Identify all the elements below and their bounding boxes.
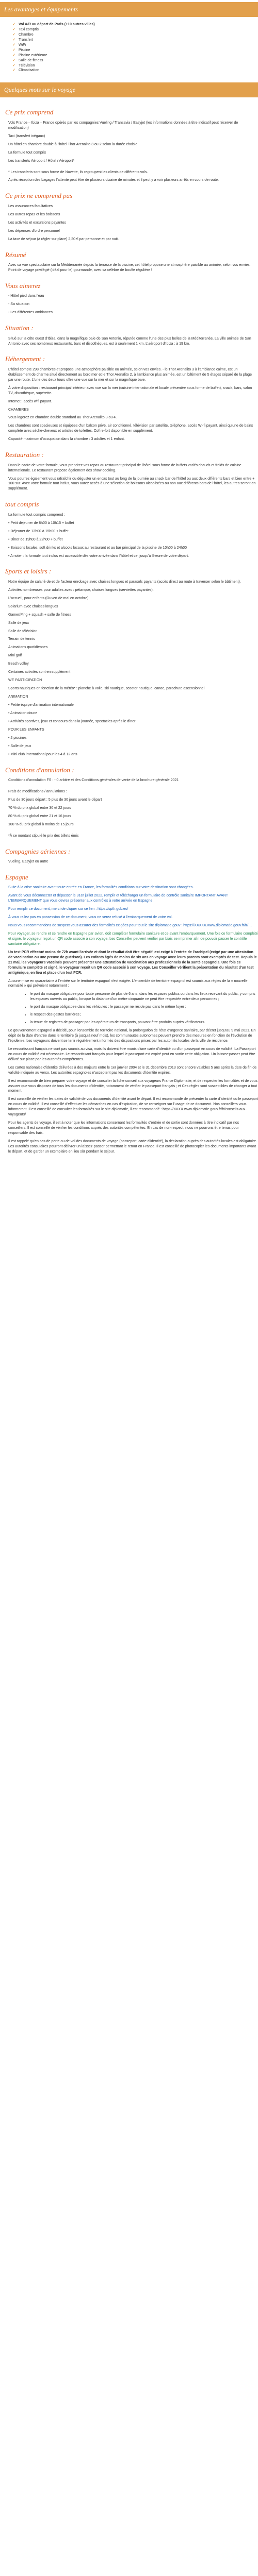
sports-text: Notre équipe de salarié de et de l'acteur enrobage avec chaises longues et parasols payants (accès direct au route à traverser selon le bâtiment). — [8, 580, 241, 584]
prix-note: Après réception des bagages l'attente peut être de plusieurs dizaine de minutes et il peut y a voir plusieurs arrêts en cours de route. — [8, 178, 219, 182]
advantage-item: ✓ Piscine extérieure — [12, 53, 47, 57]
vous-heading: Vous aimerez — [5, 281, 41, 290]
advantage-item: ✓ Télévision — [12, 63, 35, 67]
check-icon: ✓ — [12, 38, 15, 42]
prix-text: La formule tout compris — [8, 150, 46, 155]
esp-list — [8, 992, 258, 1025]
sports-text: Terrain de tennis — [8, 637, 35, 641]
cond-heading: Conditions d'annulation : — [5, 766, 74, 774]
check-icon: ✓ — [12, 43, 15, 47]
sports-text: Animations quotidiennes — [8, 646, 48, 650]
sports-text: Solarium avec chaises longues — [8, 604, 58, 608]
heberg-heading: Hébergement : — [5, 355, 45, 363]
resto-text: Dans le cadre de votre formule, vous prendrez vos repas au restaurant principal de l'hôtel sous forme de buffets variés chauds et froids de cuisine internationale. Le restaurant propose également des show-cooking. — [8, 463, 241, 472]
page — [0, 2, 258, 1155]
check-icon: ✓ — [12, 23, 15, 27]
advantage-item: ✓ Taxi compris — [12, 27, 39, 31]
advantage-item: ✓ Salle de fitness — [12, 58, 43, 62]
sports-subheading: WE PARTICIPATION — [8, 679, 42, 683]
esp-text: Avant de vous déconnecter et dépasser le 31er juillet 2022, remplir et télécharger un formulaire de contrôle sanitaire IMPORTANT AVANT L'EMBARQUEMENT que vous devrez présenter aux contrôles à votre arrivée en Espagne. — [8, 894, 228, 903]
comp-heading: Compagnies aériennes : — [5, 847, 71, 855]
tout-item: • A noter : la formule tout inclus est accessible dès votre arrivée dans l'hôtel et ce, jusqu'à l'heure de votre départ. — [8, 554, 189, 558]
cond-item: 80 % du prix global entre 21 et 16 jours — [8, 814, 71, 818]
esp-list-item: • la tenue de registres de passager par les opérateurs de transports, pouvant être produits auprès vérificateurs. — [30, 1020, 258, 1025]
esp-text: À vous rallez pas en possession de ce document, vous ne serez refusé à l'embarquement de votre vol. — [8, 916, 173, 920]
esp-text: Aucune mise en quarantaine à l'entrée sur le territoire espagnol n'est exigée. L'ensemble de territoire espagnol est soumis aux règles de la « nouvelle normalité » qui prévoient notamment : — [8, 979, 248, 988]
cond-item: 100 % du prix global à moins de 15 jours — [8, 822, 74, 826]
vous-item: - Les différentes ambiances — [8, 311, 53, 315]
heberg-text: L'hôtel compte 298 chambres et propose une atmosphère paisible ou animée, selon vos envies. - le Thor Arenalito 3 à l'ambiance calme, est un établissement de charme situé directement au bord mer et le Thor Arenalito 2, à l'ambiance plus animée, est un bâtiment de 5 étages séparé de la plage par une route. L'une des deux tours offre une vue sur la mer et sur la magnifique baie. — [8, 367, 252, 382]
noprix-heading: Ce prix ne comprend pas — [5, 192, 73, 200]
sports-text: Salle de télévision — [8, 629, 38, 633]
check-icon: ✓ — [12, 53, 15, 57]
noprix-item: Les dépenses d'ordre personnel — [8, 229, 60, 233]
situation-text: Situé sur la côte ouest d'Ibiza, dans la magnifique baie de San Antonio, réputée comme l'une des plus belles de la Méditerranée. La ville animée de San Antonio avec ses nombreux restaurants, bars et discothèques, est à seulement 1 km. L'aéroport d'Ibiza : à 19 km. — [8, 336, 251, 346]
noprix-item: La taxe de séjour (à régler sur place) 2,20 € par personne et par nuit. — [8, 237, 119, 241]
vous-item: - Hôtel pied dans l'eau — [8, 294, 44, 298]
esp-text: Il est conseillé de vérifier les dates de validité de vos documents d'identité avant le départ. Il est recommandé de présenter la carte d'identité ou le passeport en cours de validité. Il est conseillé d'effectuer les démarches en cas d'expiration, de se renseigner sur l'usage de ce document. Nos conseillers vous informeront. Il est conseillé de consulter les formalités sur le site diplomatie, il est recommandé : https://XXXX.www.diplomatie.gouv.fr/fr/conseils-aux-voyageurs/ — [8, 1097, 258, 1117]
cond-item: 70 % du prix global entre 30 et 22 jours — [8, 806, 71, 810]
sports-text: • Salle de jeux — [8, 744, 31, 748]
heberg-text: Les chambres sont spacieuses et équipées d'un balcon privé, air conditionné, télévision par satellite, téléphone, accès Wi-fi payant, ainsi qu'une de bains complète avec sèche-cheveux et articles de toilettes. Coffre-fort disponible en supplément. — [8, 424, 253, 433]
prix-note: * Les transferts sont sous forme de Navette, ils regroupent les clients de différents vols. — [8, 170, 148, 174]
sports-text: • Activités sportives, jeux et concours dans la journée, spectacles après le dîner — [8, 719, 136, 723]
check-icon: ✓ — [12, 27, 15, 31]
sports-subheading: ANIMATION — [8, 695, 28, 699]
comp-text: Vueling, Easyjet ou autre — [8, 859, 49, 863]
tout-item: • Dîner de 19h00 à 22h00 + buffet — [8, 537, 63, 541]
vous-item: - Sa situation — [8, 302, 29, 307]
sports-text: Sports nautiques en fonction de la météo* : planche à voile, ski nautique, scooter nautique, canoë, parachute ascensionnel — [8, 687, 205, 691]
resume-heading: Résumé — [5, 250, 26, 259]
esp-text: Pour les agents de voyage, il est à noter que les informations concernant les formalités d'entrée et de sortie sont données à titre indicatif par nos conseillers. Il est conseillé de vérifier les conditions auprès des autorités compétentes. En cas de non-respect, nous ne pourrons être tenus pour responsable des frais. — [8, 1121, 239, 1135]
esp-text: Pour voyager, se rendre et se rendre en Espagne par avion, doit complèter formulaire sanitaire et ce avant l'embarquement. Une fois ce formulaire complété et signé, le voyageur reçoit un QR code associé à son voyage. Les Conseiller peuvent vérifier par biais se imprimer afin de pouvoir passer le contrôle sanitaire obligatoire. — [8, 932, 258, 946]
esp-list-item: • le respect des gestes barrières ; — [30, 1012, 258, 1018]
heberg-text: À votre disposition : restaurant principal intérieur avec vue sur la mer (cuisine internationale et locale présentée sous forme de buffet), snack, bars, salon TV, discothèque, supérette. — [8, 386, 252, 395]
trip-banner: Quelques mots sur le voyage — [0, 82, 258, 97]
esp-text: Le gouvernement espagnol a décidé, pour l'ensemble de territoire national, la prolongation de l'état d'urgence sanitaire, par décret jusqu'au 9 mai 2021. En dépit de la date d'entrée dans le territoire (à jusqu'à neuf mois), les communautés autonomes peuvent prendre des mesures en fonction de l'évolution de l'épidémie. Les voyageurs doivent se tenir régulièrement informés des dispositions prises par les autorités locales de la ville de résidence. — [8, 1029, 256, 1043]
sports-text: Activités nombreuses pour adultes avec : pétanque, chaises longues (serviettes payantes). — [8, 588, 154, 592]
check-icon: ✓ — [12, 69, 15, 73]
prix-heading: Ce prix comprend — [5, 108, 54, 116]
tout-text: La formule tout compris comprend : — [8, 513, 66, 517]
tout-item: • Boissons locales, soft drinks et alcools locaux au restaurant et au bar principal de la piscine de 10h00 à 24h00 — [8, 546, 187, 550]
heberg-text: Internet : accès wifi payant. — [8, 399, 52, 403]
heberg-text: Vous logerez en chambre double standard au Thor Arenalito 3 ou 4. — [8, 416, 117, 420]
tout-item: • Petit déjeuner de 8h00 à 10h15 + buffet — [8, 521, 74, 525]
sports-heading: Sports et loisirs : — [5, 567, 52, 575]
sports-text: • Mini club international pour les 4 à 12 ans — [8, 752, 77, 756]
sports-text: • 2 piscines — [8, 736, 27, 740]
advantage-item: ✓ Climatisation — [12, 69, 40, 73]
esp-text: Les cartes nationales d'identité délivrées à des majeurs entre le 1er janvier 2004 et le 31 décembre 2013 sont encore valables 5 ans après la date de fin de validité indiquée au verso. Les autorités espagnoles n'acceptent pas les documents d'identité expirés. — [8, 1065, 257, 1075]
advantage-item: ✓ Chambre — [12, 32, 34, 37]
resto-text: Vous pourrez également vous rafraîchir ou déguster un encas tout au long de la journée au snack bar de l'hôtel ou aux deux différents bars et bien entre + 100 sur. Avec votre formule tout inclus, vous aurez accès à une sélection de boissons alcoolisées ou non aux différents bars de l'hôtel, les autres seront en supplément. — [8, 477, 256, 491]
advantage-item: ✓ Transfert — [12, 38, 33, 42]
sports-text: Beach volley — [8, 662, 29, 666]
advantages-list — [5, 22, 258, 73]
sports-text: • Petite équipe d'animation internationale — [8, 703, 74, 707]
esp-list-item: • le port du masque obligatoire dans les véhicules ; le passager ne réside pas dans le même foyer ; — [30, 1005, 258, 1010]
sports-text: Salle de jeux — [8, 621, 29, 625]
esp-text: Le ressortissant français ne sont pas soumis au visa, mais ils doivent être munis d'une carte d'identité ou d'un passeport en cours de validité. La Passeport en cours de validité est nécessaire. Le ressortissant français pour lequel le passeport est expiré peut en sortie cette obligation. Un laissez-passer peut être délivré sur place par les autorités compétentes. — [8, 1047, 256, 1061]
sports-text: Certaines activités sont en supplément — [8, 670, 71, 674]
sports-text: • Animation douce — [8, 711, 38, 715]
esp-list-item: • le port du masque obligatoire pour toute personne de plus de 6 ans, dans les espaces publics ou dans les lieux recevant du public, y compris les espaces ouverts au public, lorsque la distance d'un mètre cinquante ne peut être respectée entre deux personnes ; — [30, 992, 258, 1002]
tout-heading: tout compris — [5, 500, 39, 509]
prix-text: Vols France – Ibiza – France opérés par les compagnies Vueling / Transavia / Easyjet (les informations données à titre indicatif peut réserver de modification) — [8, 121, 238, 130]
trip-content — [0, 97, 258, 1154]
check-icon: ✓ — [12, 63, 15, 67]
resto-heading: Restauration : — [5, 451, 44, 459]
resume-text: Avec sa vue spectaculaire sur la Méditerranée depuis la terrasse de la piscine, cet hôtel propose une atmosphère paisible au animée, selon vos envies. Point de voyage privilégié (idéal pour le) gourmande, avec sa célèbre de bouffe régulière ! — [8, 263, 251, 272]
esp-text: Il est rappelé qu'en cas de perte ou de vol des documents de voyage (passeport, carte d'identité), la déclaration auprès des autorités locales est obligatoire. Les autorités consulaires pourront délivrer un laissez-passer permettant le retour en France. Il est conseillé de photocopier les documents importants avant le départ, et de garder un exemplaire en lieu sûr pendant le séjour. — [8, 1139, 257, 1154]
noprix-item: Les activités et excursions payantes — [8, 221, 67, 225]
heberg-subheading: CHAMBRES — [8, 408, 29, 412]
sports-text: Mini golf — [8, 654, 22, 658]
sports-text: L'accueil, pour enfants (Ouvert de mai en octobre) — [8, 596, 89, 600]
esp-link[interactable]: Nous vous recommandons de suspect vous assurer des formalités exigées pour tout le site diplomatie.gouv : https://XXXXX.www.diplomatie.gouv.fr/fr/… — [8, 924, 252, 928]
noprix-item: Les assurances facultatives — [8, 204, 53, 208]
advantage-item: ✓ WiFi — [12, 43, 26, 47]
noprix-item: Les autres repas et les boissons — [8, 212, 60, 216]
prix-text: Les transferts Aéroport / Hôtel / Aéroport* — [8, 159, 75, 163]
sports-subheading: POUR LES ENFANTS — [8, 727, 44, 732]
cond-text: Frais de modifications / annulations : — [8, 789, 67, 793]
prix-text: Taxi (transfert inégaux) — [8, 134, 45, 138]
esp-heading: Espagne — [5, 873, 28, 881]
sports-text: Gamer/Ping + squash + salle de fitness — [8, 613, 72, 617]
cond-note: *À se montant stipulé le prix des billets émis — [8, 834, 79, 838]
esp-link[interactable]: Pour remplir ce document, merci de cliquer sur ce lien : https://spth.gob.es/ — [8, 907, 128, 911]
cond-item: Plus de 30 jours départ : 5 plus de 30 jours avant le départ — [8, 798, 102, 802]
esp-text: Un test PCR effectué moins de 72h avant l'arrivée et dont le résultat doit être négatif, est exigé à l'entrée de l'archipel (exigé par une attestation de vaccination ou une preuve de guérison). Les enfants âgés de moins de six ans en voyage avec leurs parents sont exemptés de test. Depuis le 21 mai, les voyageurs vaccinés peuvent présenter une attestation de vaccination aux professionnels de la santé espagnols. Une fois ce formulaire complété et signé, le voyageur reçoit un QR code associé à son voyage. Les Conseiller vérifient la présentation du résultat d'un test antigénique, en lieu et place d'un test PCR. — [8, 950, 257, 975]
check-icon: ✓ — [12, 58, 15, 62]
advantages-section — [0, 17, 258, 73]
heberg-text: Capacité maximum d'occupation dans la chambre : 3 adultes et 1 enfant. — [8, 437, 125, 442]
prix-text: Un hôtel en chambre double à l'hôtel Thor Arenalito 3 ou 2 selon la durée choisie — [8, 142, 138, 146]
advantage-item: ✓ Vol A/R au départ de Paris (+10 autres villes) — [12, 23, 95, 27]
check-icon: ✓ — [12, 48, 15, 52]
esp-text: Il est recommandé de bien préparer votre voyage et de consulter la fiche conseil aux voyageurs France Diplomatie, et de respecter les formalités et de vous assurer que vous disposez de tous les documents d'identité, notamment de vérifier le passeport français ; et Ces règles sont susceptibles de changer à tout moment. — [8, 1079, 257, 1093]
tout-item: • Déjeuner de 13h00 à 15h00 + buffet — [8, 529, 69, 533]
advantage-item: ✓ Piscine — [12, 48, 30, 52]
advantages-banner: Les avantages et équipements — [0, 2, 258, 17]
cond-text: Conditions d'annulation FS : - 0 arbitre et des Conditions générales de vente de la brochure générale 2021 — [8, 778, 179, 782]
check-icon: ✓ — [12, 32, 15, 37]
esp-text: Suite à la crise sanitaire avant toute entrée en France, les formalités conditions sur votre destination sont changées. — [8, 886, 194, 890]
situation-heading: Situation : — [5, 324, 34, 332]
